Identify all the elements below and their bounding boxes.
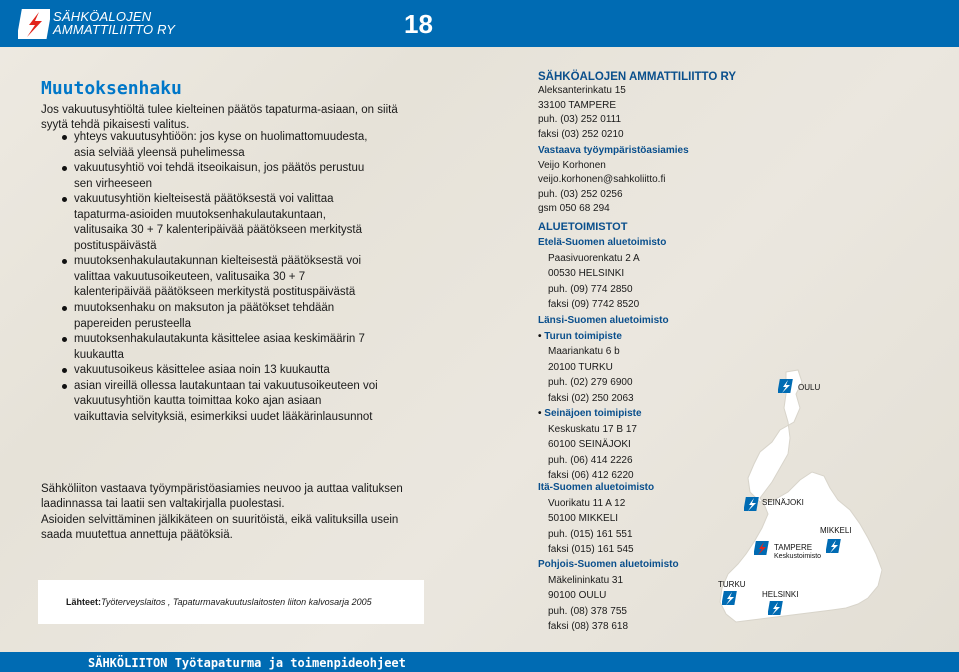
map-label-helsinki: HELSINKI [762, 590, 799, 599]
lightning-logo-icon [18, 8, 50, 40]
map-label-turku: TURKU [718, 580, 746, 589]
appeal-steps-list [48, 130, 378, 425]
page-number: 18 [404, 9, 433, 39]
contact-block: Vastaava työympäristöasiamies Veijo Korhonen veijo.korhonen@sahkoliitto.fi puh. (03) 252 0256 gsm 050 68 294 [538, 145, 689, 214]
helsinki-office-icon [768, 600, 784, 616]
north-office: Pohjois-Suomen aluetoimisto Mäkelininkatu 31 90100 OULU puh. (08) 378 755 faksi (08) 378 618 [538, 559, 679, 632]
brand-name: SÄHKÖALOJEN AMMATTILIITTO RY [53, 9, 176, 37]
list-item: muutoksenhaku on maksuton ja päätökset tehdään papereiden perusteella [48, 301, 378, 332]
warning-paragraph: Asioiden selvittäminen jälkikäteen on suuritöistä, eikä valituksilla usein saada muutettua annettuja päätöksiä. [41, 514, 399, 541]
section-title: Muutoksenhaku [41, 78, 182, 99]
org-name: SÄHKÖALOJEN AMMATTILIITTO RY [538, 71, 737, 83]
map-label-seinajoki: SEINÄJOKI [762, 498, 804, 507]
tampere-office-icon [754, 540, 770, 556]
sources-text: Lähteet:Työterveyslaitos , Tapaturmavakuutuslaitosten liiton kalvosarja 2005 [66, 597, 372, 607]
map-label-keskustoimisto: Keskustoimisto [774, 553, 822, 560]
turku-office-icon [722, 590, 738, 606]
east-office: Itä-Suomen aluetoimisto Vuorikatu 11 A 12 50100 MIKKELI puh. (015) 161 551 faksi (015) 161 545 [538, 482, 655, 555]
org-address: Aleksanterinkatu 15 33100 TAMPERE puh. (03) 252 0111 faksi (03) 252 0210 [538, 85, 626, 140]
mikkeli-office-icon [826, 538, 842, 554]
list-item: muutoksenhakulautakunta käsittelee asiaa keskimäärin 7 kuukautta [48, 332, 378, 363]
offices-heading: ALUETOIMISTOT [538, 221, 628, 233]
map-label-oulu: OULU [798, 383, 821, 392]
map-label-mikkeli: MIKKELI [820, 526, 852, 535]
oulu-office-icon [778, 378, 794, 394]
list-item: asian vireillä ollessa lautakuntaan tai vakuutusoikeuteen voi vakuutusyhtiön kautta toimittaa koko ajan asiaan vaikuttavia selvityksiä, esimerkiksi uudet lääkärinlausunnot [48, 379, 378, 426]
list-item: vakuutusyhtiön kielteisestä päätöksestä voi valittaa tapaturma-asioiden muutoksenhakulautakuntaan, valitusaika 30 + 7 kalenteripäivää päätökseen merkitystä postituspäivästä [48, 192, 378, 254]
list-item: yhteys vakuutusyhtiöön: jos kyse on huolimattomuudesta, asia selviää yleensä puhelimessa [48, 130, 378, 161]
south-office: Etelä-Suomen aluetoimisto Paasivuorenkatu 2 A 00530 HELSINKI puh. (09) 774 2850 faksi (09) 7742 8520 [538, 237, 667, 310]
footer-title: SÄHKÖLIITON Työtapaturma ja toimenpideohjeet [88, 656, 406, 670]
seinajoki-office-icon [744, 496, 760, 512]
intro-paragraph: Jos vakuutusyhtiöltä tulee kielteinen päätös tapaturma-asiaan, on siitä syytä tehdä pikaisesti valitus. [41, 104, 398, 131]
advice-paragraph: Sähköliiton vastaava työympäristöasiamies neuvoo ja auttaa valituksen laadinnassa tai laatii sen valtakirjalla puolestasi. [41, 483, 403, 510]
list-item: vakuutusyhtiö voi tehdä itseoikaisun, jos päätös perustuu sen virheeseen [48, 161, 378, 192]
list-item: vakuutusoikeus käsittelee asiaa noin 13 kuukautta [48, 363, 378, 379]
list-item: muutoksenhakulautakunnan kielteisestä päätöksestä voi valittaa vakuutusoikeuteen, valitusaika 30 + 7 kalenteripäivää päätökseen merkitystä postituspäivästä [48, 254, 378, 301]
west-office: Länsi-Suomen aluetoimisto • Turun toimipiste Maariankatu 6 b 20100 TURKU puh. (02) 279 6900 faksi (02) 250 2063 • Seinäjoen toimipiste Keskuskatu 17 B 17 60100 SEINÄJOKI puh. (06) 414 2226 faksi (06) 412 6220 [538, 315, 669, 481]
map-label-tampere: TAMPERE [774, 543, 813, 552]
